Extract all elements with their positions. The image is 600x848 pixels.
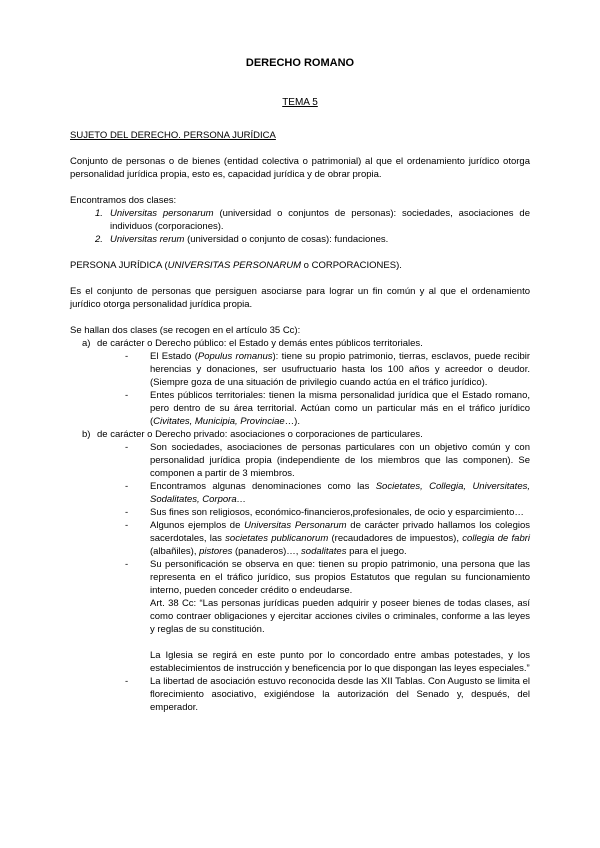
blank-line — [70, 142, 530, 155]
text-run: Encontramos dos clases: — [70, 195, 177, 206]
blank-line — [70, 636, 530, 649]
text-run: Art. 38 Cc: “Las personas jurídicas pueden adquirir y poseer bienes de todas clases, así como contraer obligaciones y ejercitar acciones civiles o criminales, conforme a las leyes y reglas de su constitución. — [150, 598, 530, 635]
text-run: Su personificación se observa en que: tienen su propio patrimonio, una persona que las representa en el tráfico jurídico, sus propios Estatutos que regulan su funcionamiento interno, pueden conceder crédito o endeudarse. — [150, 559, 530, 596]
bullet-item — [70, 558, 530, 597]
bullet-item — [70, 506, 530, 519]
text-run: La libertad de asociación estuvo reconocida desde las XII Tablas. Con Augusto se limita el florecimiento asociativo, exigiéndose la autorización del Senado y, después, del emperador. — [150, 676, 530, 713]
text-run: sodalitates — [301, 546, 347, 557]
list-marker: - — [125, 390, 129, 401]
paragraph — [70, 155, 530, 181]
text-run: o CORPORACIONES). — [301, 260, 402, 271]
list-marker: 2. — [95, 234, 103, 245]
text-run: Conjunto de personas o de bienes (entidad colectiva o patrimonial) al que el ordenamiento jurídico otorga personalidad jurídica propia, esto es, capacidad jurídica y de obrar propia. — [70, 156, 530, 180]
blank-line — [70, 311, 530, 324]
bullet-item — [70, 675, 530, 714]
text-run: Populus romanus — [197, 351, 273, 362]
text-run: El Estado ( — [150, 351, 198, 362]
text-run: (universidad o conjuntos de personas): sociedades, asociaciones de individuos (corporaciones). — [110, 208, 530, 232]
text-run: Sus fines son religiosos, económico-financieros,profesionales, de ocio y esparcimiento… — [150, 507, 524, 518]
text-run: societates publicanorum — [225, 533, 329, 544]
continuation-paragraph — [70, 597, 530, 636]
text-run: Entes públicos territoriales: tienen la misma personalidad jurídica que el Estado romano, pero dentro de su área territorial. Actúan como un particular más en el tráfico jurídico ( — [150, 390, 530, 427]
text-run: de carácter privado hallamos los colegios sacerdotales, las — [150, 520, 530, 544]
text-run: pistores — [199, 546, 233, 557]
text-run: La Iglesia se regirá en este punto por lo concordado entre ambas potestades, y los establecimientos de instrucción y beneficencia por lo que dispongan las leyes especiales.” — [150, 650, 530, 674]
paragraph — [70, 285, 530, 311]
list-marker: - — [125, 481, 129, 492]
continuation-paragraph — [70, 649, 530, 675]
text-run: (universidad o conjunto de cosas): fundaciones. — [184, 234, 389, 245]
text-run: de carácter o Derecho privado: asociaciones o corporaciones de particulares. — [97, 429, 423, 440]
text-run: Se hallan dos clases (se recogen en el artículo 35 Cc): — [70, 325, 301, 336]
document-subtitle: TEMA 5 — [282, 97, 318, 108]
bullet-item — [70, 350, 530, 389]
list-marker: - — [125, 351, 129, 362]
list-marker: b) — [82, 429, 91, 440]
text-run: para el juego. — [346, 546, 407, 557]
list-marker: - — [125, 442, 129, 453]
text-run: Algunos ejemplos de — [150, 520, 245, 531]
text-run: Es el conjunto de personas que persiguen asociarse para lograr un fin común y al que el ordenamiento jurídico otorga personalidad jurídica propia. — [70, 286, 530, 310]
text-run: collegia de fabri — [462, 533, 531, 544]
text-run: Universitas Personarum — [244, 520, 347, 531]
text-run: (panaderos)…, — [232, 546, 302, 557]
blank-line — [70, 246, 530, 259]
list-marker: 1. — [95, 208, 103, 219]
bullet-item — [70, 441, 530, 480]
text-run: Societates, Collegia, Universitates, Sodalitates, Corpora… — [150, 481, 530, 505]
alpha-item — [70, 337, 530, 350]
paragraph — [70, 324, 530, 337]
text-run: Encontramos algunas denominaciones como las — [150, 481, 376, 492]
numbered-item — [70, 233, 530, 246]
text-run: Son sociedades, asociaciones de personas particulares con un objetivo común y con personalidad jurídica propia (independiente de los miembros que las componen). Se componen a partir de 3 miembros. — [150, 442, 530, 479]
bullet-item — [70, 389, 530, 428]
text-run: SUJETO DEL DERECHO. PERSONA JURÍDICA — [70, 130, 276, 141]
list-marker: - — [125, 507, 129, 518]
text-run: (albañiles), — [150, 546, 200, 557]
numbered-item — [70, 207, 530, 233]
blank-line — [70, 272, 530, 285]
list-marker: - — [125, 520, 129, 531]
document-title: DERECHO ROMANO — [245, 57, 355, 69]
text-run: ): tiene su propio patrimonio, tierras, esclavos, puede recibir herencias y donaciones, ser usufructuario hasta los 100 años y acreedor o deudor. (Siempre goza de una situación de privilegio cuando actúa en el tráfico jurídico). — [150, 351, 530, 388]
text-run: Civitates, Municipia, Provinciae — [153, 416, 285, 427]
text-run: Universitas personarum — [110, 208, 214, 219]
bullet-item — [70, 480, 530, 506]
text-run: UNIVERSITAS PERSONARUM — [167, 260, 302, 271]
text-run: de carácter o Derecho público: el Estado y demás entes públicos territoriales. — [97, 338, 423, 349]
text-run: (recaudadores de impuestos), — [328, 533, 463, 544]
section-heading — [70, 129, 530, 142]
text-run: …). — [284, 416, 300, 427]
alpha-item — [70, 428, 530, 441]
list-marker: - — [125, 559, 129, 570]
blank-line — [70, 181, 530, 194]
paragraph — [70, 259, 530, 272]
list-marker: - — [125, 676, 129, 687]
paragraph — [70, 194, 530, 207]
text-run: Universitas rerum — [110, 234, 185, 245]
list-marker: a) — [82, 338, 91, 349]
bullet-item — [70, 519, 530, 558]
document-content — [70, 129, 530, 714]
text-run: PERSONA JURÍDICA ( — [70, 260, 168, 271]
